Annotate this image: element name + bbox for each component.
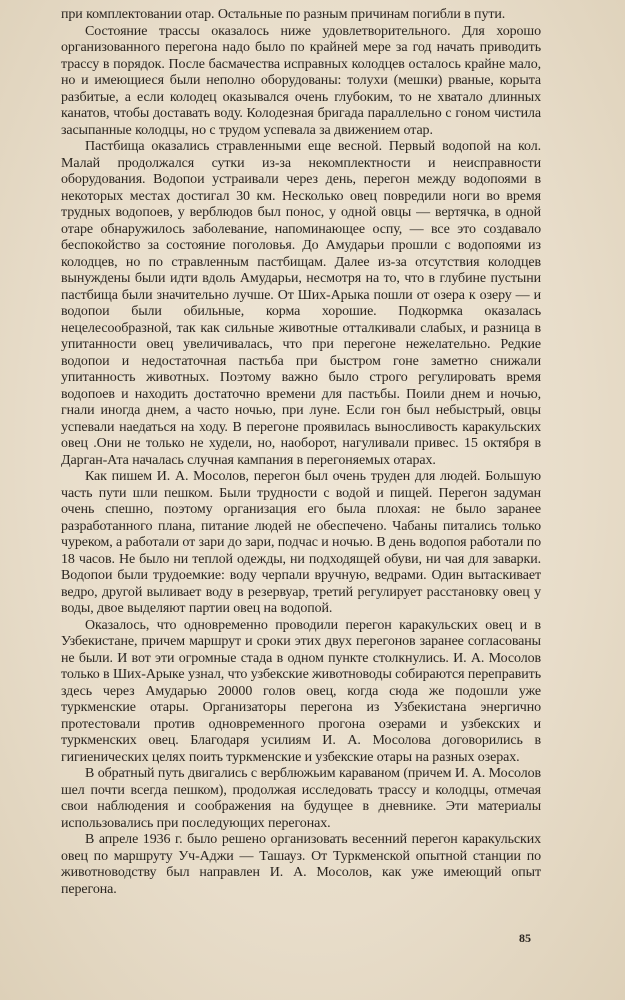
paragraph-2: Состояние трассы оказалось ниже удовлетворительного. Для хорошо организованного перегона надо было по крайней мере за год начать приводить трассу в порядок. После басмачества исправных колодцев осталось крайне мало, но и имеющиеся были неполно оборудованы: толухи (мешки) рваные, корыта разбитые, а если колодец оказывался очень глубоким, то не хватало длинных канатов, чтобы доставать воду. Колодезная бригада параллельно с гоном чистила засыпанные колодцы, но с трудом успевала за движением отар. bbox=[61, 23, 541, 138]
paragraph-7: В апреле 1936 г. было решено организовать весенний перегон каракульских овец по маршруту Уч-Аджи — Ташауз. От Туркменской опытной станции по животноводству был направлен И. А. Мосолов, как уже имеющий опыт перегона. bbox=[61, 832, 541, 897]
paragraph-5: Оказалось, что одновременно проводили перегон каракульских овец и в Узбекистане, причем маршрут и сроки этих двух перегонов заранее согласованы не были. И вот эти огромные стада в одном пункте столкнулись. И. А. Мосолов только в Ших-Арыке узнал, что узбекские животноводы собираются переправить здесь через Амударью 20000 голов овец, когда сюда же подошли уже туркменские отары. Организаторы перегона из Узбекистана энергично протестовали против одновременного прогона озерами и узбекских и туркменских овец. Благодаря усилиям И. А. Мосолова договорились в гигиенических целях поить туркменские и узбекские отары на разных озерах. bbox=[61, 617, 541, 765]
body-text bbox=[61, 7, 541, 898]
paragraph-4: Как пишем И. А. Мосолов, перегон был очень труден для людей. Большую часть пути шли пешком. Были трудности с водой и пищей. Перегон задуман очень спешно, поэтому организация его была плохая: не было заранее разработанного плана, питание людей не обеспечено. Чабаны питались только чуреком, а работали от зари до зари, подчас и ночью. В день водопоя работали по 18 часов. Не было ни теплой одежды, ни подходящей обуви, ни чая для заварки. Водопои были трудоемкие: воду черпали вручную, ведрами. Один вытаскивает ведро, другой выливает воду в резервуар, третий регулирует расстановку овец у воды, двое выделяют партии овец на водопой. bbox=[61, 469, 541, 616]
paragraph-6: В обратный путь двигались с верблюжьим караваном (причем И. А. Мосолов шел почти всегда пешком), продолжая исследовать трассу и колодцы, отмечая свои наблюдения и соображения на будущее в дневнике. Эти материалы использовались при последующих перегонах. bbox=[61, 766, 541, 831]
page-number: 85 bbox=[519, 931, 531, 945]
paragraph-3: Пастбища оказались стравленными еще весной. Первый водопой на кол. Малай продолжался сутки из-за некомплектности и неисправности оборудования. Водопои устраивали через день, перегон между водопоями в некоторых местах достигал 30 км. Несколько овец повредили ноги во время трудных водопоев, у верблюдов был понос, у одной овцы — вертячка, в одной отаре обнаружилось заболевание, напоминающее оспу, — все это создавало беспокойство за состояние поголовья. До Амударьи прошли с водопоями из колодцев, но по стравленным пастбищам. Далее из-за отсутствия колодцев вынуждены были идти вдоль Амударьи, несмотря на то, что в глубине пустыни пастбища были значительно лучше. От Ших-Арыка пошли от озера к озеру — и водопои были обильные, корма хорошие. Подкормка оказалась нецелесообразной, так как сильные животные отталкивали слабых, и разница в упитанности овец увеличивалась, что при перегоне нежелательно. Редкие водопои и недостаточная пастьба при быстром гоне заметно снижали упитанность животных. Поэтому важно было строго регулировать время водопоев и находить достаточно времени для пастьбы. Поили днем и ночью, гнали иногда днем, а часто ночью, при луне. Если гон был небыстрый, овцы успевали наедаться на ходу. В перегоне проявилась выносливость каракульских овец .Они не только не худели, но, наоборот, нагуливали привес. 15 октября в Дарган-Ата началась случная кампания в перегоняемых отарах. bbox=[61, 139, 541, 468]
paragraph-1: при комплектовании отар. Остальные по разным причинам погибли в пути. bbox=[61, 7, 506, 22]
